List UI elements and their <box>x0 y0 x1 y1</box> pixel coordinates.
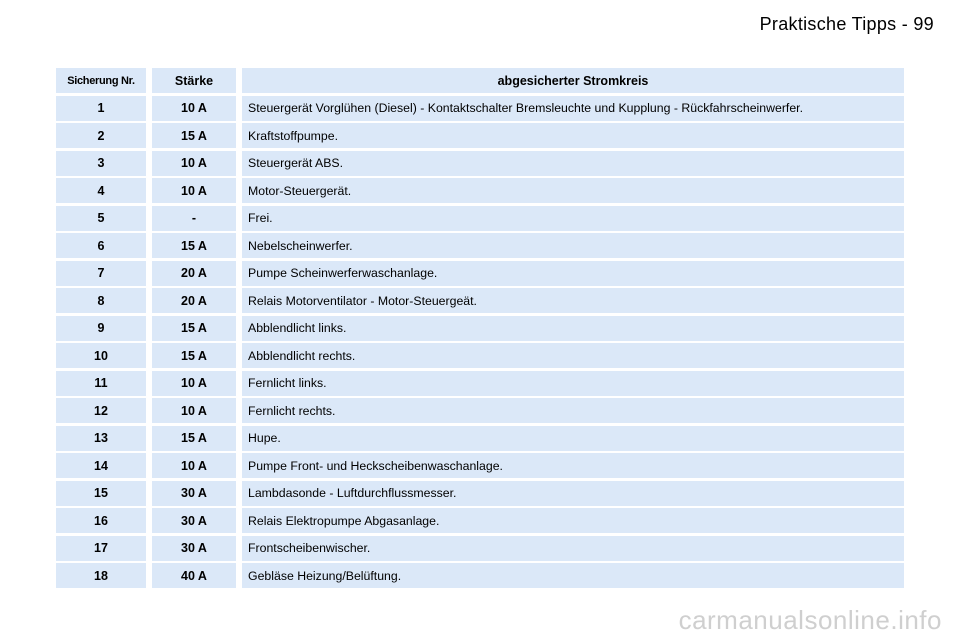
circuit-cell: Kraftstoffpumpe. <box>242 123 904 148</box>
circuit-cell: Frei. <box>242 206 904 231</box>
column-header-circuit: abgesicherter Stromkreis <box>242 68 904 93</box>
amperage-cell: 10 A <box>152 371 236 396</box>
table-header-row <box>56 68 904 93</box>
circuit-cell: Steuergerät Vorglühen (Diesel) - Kontaktschalter Bremsleuchte und Kupplung - Rückfahrscheinwerfer. <box>242 96 904 121</box>
circuit-cell: Hupe. <box>242 426 904 451</box>
fuse-number-cell: 12 <box>56 398 146 423</box>
amperage-cell: 10 A <box>152 453 236 478</box>
amperage-cell: 15 A <box>152 233 236 258</box>
table-row <box>56 233 904 258</box>
fuse-table <box>56 68 904 591</box>
amperage-cell: 20 A <box>152 261 236 286</box>
fuse-number-cell: 6 <box>56 233 146 258</box>
fuse-number-cell: 11 <box>56 371 146 396</box>
fuse-number-cell: 4 <box>56 178 146 203</box>
circuit-cell: Gebläse Heizung/Belüftung. <box>242 563 904 588</box>
amperage-cell: 30 A <box>152 481 236 506</box>
fuse-number-cell: 9 <box>56 316 146 341</box>
amperage-cell: 40 A <box>152 563 236 588</box>
table-row <box>56 261 904 286</box>
circuit-cell: Motor-Steuergerät. <box>242 178 904 203</box>
table-row <box>56 453 904 478</box>
table-row <box>56 508 904 533</box>
table-row <box>56 343 904 368</box>
circuit-cell: Abblendlicht links. <box>242 316 904 341</box>
circuit-cell: Pumpe Scheinwerferwaschanlage. <box>242 261 904 286</box>
table-row <box>56 536 904 561</box>
amperage-cell: 30 A <box>152 508 236 533</box>
amperage-cell: 15 A <box>152 316 236 341</box>
amperage-cell: 15 A <box>152 343 236 368</box>
fuse-number-cell: 5 <box>56 206 146 231</box>
amperage-cell: 20 A <box>152 288 236 313</box>
circuit-cell: Relais Elektropumpe Abgasanlage. <box>242 508 904 533</box>
fuse-number-cell: 14 <box>56 453 146 478</box>
fuse-number-cell: 17 <box>56 536 146 561</box>
fuse-number-cell: 18 <box>56 563 146 588</box>
amperage-cell: 15 A <box>152 123 236 148</box>
fuse-number-cell: 1 <box>56 96 146 121</box>
amperage-cell: 10 A <box>152 151 236 176</box>
column-header-fuse-number: Sicherung Nr. <box>56 68 146 93</box>
circuit-cell: Lambdasonde - Luftdurchflussmesser. <box>242 481 904 506</box>
circuit-cell: Steuergerät ABS. <box>242 151 904 176</box>
circuit-cell: Fernlicht links. <box>242 371 904 396</box>
table-row <box>56 481 904 506</box>
fuse-number-cell: 10 <box>56 343 146 368</box>
table-row <box>56 316 904 341</box>
circuit-cell: Nebelscheinwerfer. <box>242 233 904 258</box>
circuit-cell: Pumpe Front- und Heckscheibenwaschanlage. <box>242 453 904 478</box>
table-row <box>56 398 904 423</box>
circuit-cell: Abblendlicht rechts. <box>242 343 904 368</box>
amperage-cell: 10 A <box>152 96 236 121</box>
amperage-cell: 10 A <box>152 178 236 203</box>
amperage-cell: 30 A <box>152 536 236 561</box>
table-row <box>56 288 904 313</box>
amperage-cell: 15 A <box>152 426 236 451</box>
circuit-cell: Relais Motorventilator - Motor-Steuergeät. <box>242 288 904 313</box>
table-row <box>56 563 904 588</box>
fuse-number-cell: 16 <box>56 508 146 533</box>
column-header-amperage: Stärke <box>152 68 236 93</box>
fuse-number-cell: 2 <box>56 123 146 148</box>
fuse-number-cell: 13 <box>56 426 146 451</box>
amperage-cell: - <box>152 206 236 231</box>
circuit-cell: Frontscheibenwischer. <box>242 536 904 561</box>
table-row <box>56 206 904 231</box>
fuse-number-cell: 15 <box>56 481 146 506</box>
fuse-number-cell: 8 <box>56 288 146 313</box>
table-row <box>56 178 904 203</box>
watermark: carmanualsonline.info <box>678 605 942 635</box>
table-row <box>56 371 904 396</box>
circuit-cell: Fernlicht rechts. <box>242 398 904 423</box>
fuse-number-cell: 7 <box>56 261 146 286</box>
amperage-cell: 10 A <box>152 398 236 423</box>
page-title: Praktische Tipps - 99 <box>759 14 934 34</box>
fuse-number-cell: 3 <box>56 151 146 176</box>
table-row <box>56 96 904 121</box>
table-body <box>56 96 904 589</box>
table-row <box>56 151 904 176</box>
table-row <box>56 123 904 148</box>
table-row <box>56 426 904 451</box>
